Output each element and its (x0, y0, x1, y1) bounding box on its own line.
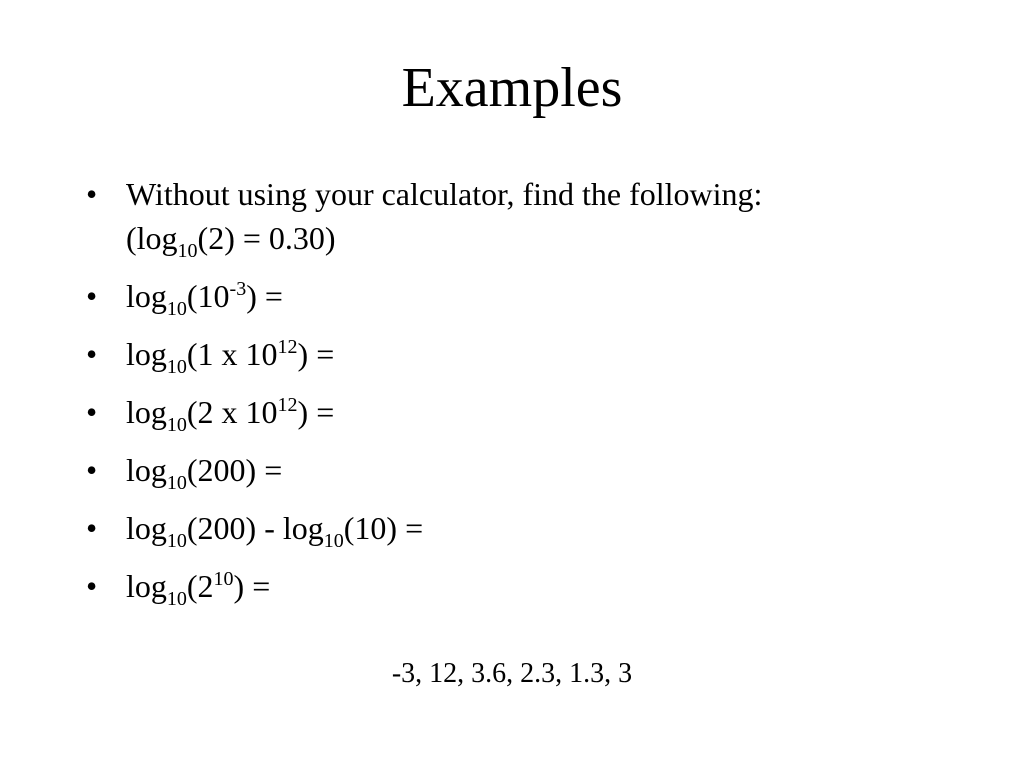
bullet-icon: • (86, 452, 98, 488)
slide-title: Examples (401, 57, 623, 119)
bullet-item-problem-1 (86, 274, 986, 318)
instruction-text: Without using your calculator, find the following: (126, 176, 763, 212)
bullet-icon: • (86, 336, 98, 372)
bullet-icon: • (86, 394, 98, 430)
problem-expression: $\log_{10}(10^{-3})$ = (126, 278, 283, 320)
bullet-item-problem-4 (86, 448, 986, 492)
hint-text: $(\log_{10}(2) = 0.30)$ (126, 220, 336, 262)
bullet-list (86, 172, 986, 622)
bullet-icon: • (86, 568, 98, 604)
problem-expression: $\log_{10}(2$ x $10^{12}$) = (126, 394, 335, 436)
bullet-icon: • (86, 510, 98, 546)
bullet-item-instructions (86, 172, 986, 260)
problem-expression: $\log_{10}(1$ x $10^{12}$) = (126, 336, 335, 378)
problem-expression: $\log_{10}(200) - \log_{10}(10)$ = (126, 510, 424, 552)
bullet-icon: • (86, 278, 98, 314)
bullet-item-problem-6 (86, 564, 986, 608)
bullet-item-problem-3 (86, 390, 986, 434)
bullet-icon: • (86, 176, 98, 212)
answers-text: -3, 12, 3.6, 2.3, 1.3, 3 (391, 658, 633, 689)
bullet-item-problem-5 (86, 506, 986, 550)
problem-expression: $\log_{10}(2^{10})$ = (126, 568, 271, 610)
problem-expression: $\log_{10}(200)$ = (126, 452, 283, 494)
bullet-item-problem-2 (86, 332, 986, 376)
